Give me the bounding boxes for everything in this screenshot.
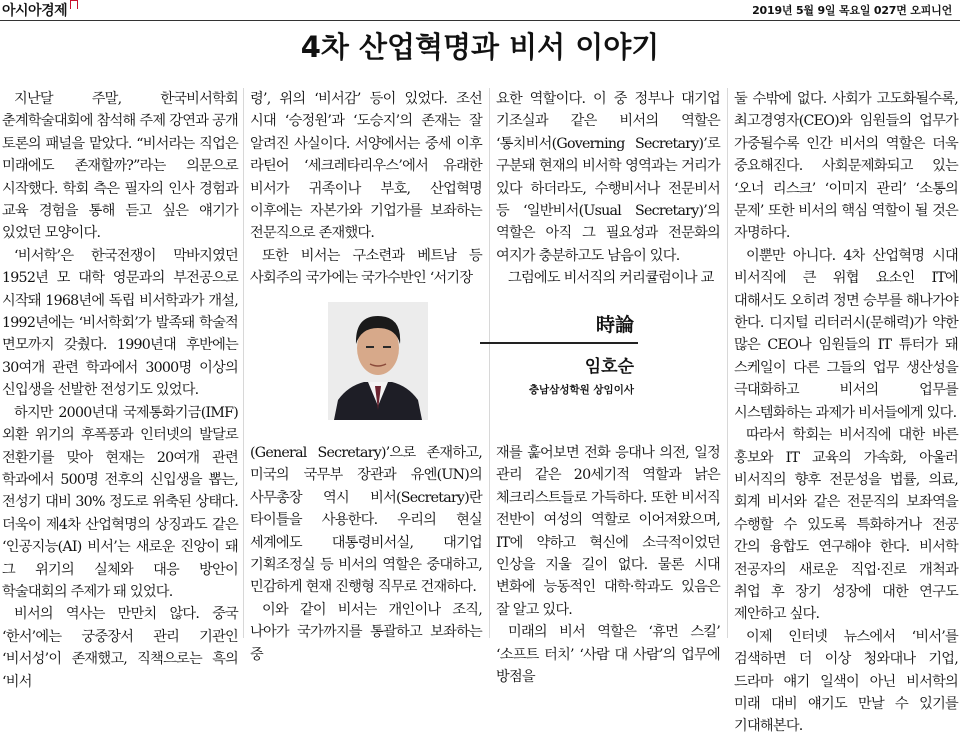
paragraph: 재를 훑어보면 전화 응대나 의전, 일정 관리 같은 20세기적 역할과 낡은 체크리스트들로 가득하다. 또한 비서직 전반이 여성의 역할로 이어져왔으며, IT에 약하고 혁신에 소극적이었던 인상을 지울 길이 없다. 물론 시대 변화에 능동적인 대학·학과도 있음은 잘 알고 있다. — [496, 445, 720, 618]
paragraph: 하지만 2000년대 국제통화기금(IMF) 외환 위기의 후폭풍과 인터넷의 발달로 전환기를 맞아 현재는 20여개 관련 학과에서 500명 전후의 신입생을 뽑는, 전성기 대비 30% 정도로 위축된 상태다. 더욱이 제4차 산업혁명의 상징과도 같은 ‘인공지능(AI) 비서’는 새로운 진앙이 돼 그 위기의 실체와 대응 방안이 학술대회의 주제가 돼 있었다. — [2, 404, 238, 600]
author-box — [250, 290, 720, 440]
person-portrait-icon — [328, 302, 428, 420]
paragraph: 지난달 주말, 한국비서학회 춘계학술대회에 참석해 주제 강연과 공개 토론의 패널을 맡았다. “비서라는 직업은 미래에도 존재할까?”라는 의문으로 시작했다. 학회 측은 필자의 인사 경험과 교육 경험을 통해 듣고 싶은 얘기가 있었던 모양이다. — [2, 91, 238, 242]
headline: 4차 산업혁명과 비서 이야기 — [300, 30, 660, 64]
paragraph: (General Secretary)’으로 존재하고, 미국의 국무부 장관과 유엔(UN)의 사무총장 역시 비서(Secretary)란 타이틀을 사용한다. 우리의 현실 세계에도 대통령비서실, 대기업 기획조정실 등 비서의 역할은 중대하고, 민감하게 현재 진행형 직무로 건재하다. — [250, 445, 482, 596]
paragraph: 둘 수밖에 없다. 사회가 고도화될수록, 최고경영자(CEO)와 임원들의 업무가 가중될수록 인간 비서의 역할은 더욱 중요해진다. 사회문제화되고 있는 ‘오너 리스크’ ‘이미지 관리’ ‘소통의 문제’ 또한 비서의 핵심 역할이 될 것은 자명하다. — [734, 91, 958, 242]
article-column-4 — [734, 88, 958, 735]
paragraph: 이제 인터넷 뉴스에서 ‘비서’를 검색하면 더 이상 청와대나 기업, 드라마 얘기 일색이 아닌 비서학의 미래 대비 얘기도 만날 수 있기를 기대해본다. — [734, 628, 958, 735]
logo-mark-icon — [70, 0, 78, 9]
article-column-3-bottom — [496, 442, 720, 686]
author-affiliation: 충남삼성학원 상임이사 — [528, 384, 634, 396]
paragraph: 령’, 위의 ‘비서감’ 등이 있었다. 조선 시대 ‘승정원’과 ‘도승지’의 존재는 잘 알려진 사실이다. 서양에서는 중세 이후 라틴어 ‘세크레타리우스’에서 유래한 비서가 귀족이나 부호, 산업혁명 이후에는 자본가와 기업가를 보좌하는 전문직으로 존재했다. — [250, 91, 482, 242]
paragraph: 비서의 역사는 만만치 않다. 중국 ‘한서’에는 궁중장서 관리 기관인 ‘비서성’이 존재했고, 직책으로는 흑의 ‘비서 — [2, 606, 238, 690]
paragraph: 미래의 비서 역할은 ‘휴먼 스킬’ ‘소프트 터치’ ‘사람 대 사람’의 업무에 방점을 — [496, 624, 720, 686]
column-label: 時論 — [595, 314, 634, 336]
masthead — [0, 0, 960, 20]
column-divider — [727, 88, 728, 638]
label-rule — [480, 342, 638, 344]
paragraph: 또한 비서는 구소련과 베트남 등 사회주의 국가에는 국가수반인 ‘서기장 — [250, 247, 482, 287]
paragraph: 이와 같이 비서는 개인이나 조직, 나아가 국가까지를 통괄하고 보좌하는 중 — [250, 601, 482, 663]
article-column-2-bottom — [250, 442, 482, 663]
dateline: 2019년 5월 9일 목요일 027면 오피니언 — [752, 4, 952, 17]
paragraph: 그럼에도 비서직의 커리큘럼이나 교 — [508, 270, 714, 287]
author-name: 임호순 — [584, 357, 634, 377]
article-column-1 — [2, 88, 238, 690]
article-column-2-top — [250, 88, 482, 321]
column-divider — [243, 88, 244, 638]
paragraph: 이뿐만 아니다. 4차 산업혁명 시대 비서직에 큰 위협 요소인 IT에 대해서도 오히려 정면 승부를 해나가야 한다. 디지털 리터러시(문해력)가 약한 많은 CEO나 임원들의 IT 튜터가 돼 스케일이 다른 그들의 업무 생산성을 극대화하고 비서의 업무를 시스템화하는 과제가 비서들에게 있다. — [734, 247, 958, 421]
paragraph: 따라서 학회는 비서직에 대한 바른 홍보와 IT 교육의 가속화, 아울러 비서직의 향후 전문성을 법률, 의료, 회계 비서와 같은 전문직의 보좌역을 수행할 수 있도록 특화하거나 전공 간의 융합도 연구해야 한다. 비서학 전공자의 새로운 직업·진로 개척과 취업 후 장기 성장에 대한 연구도 제안하고 싶다. — [734, 427, 958, 623]
author-photo — [328, 302, 428, 420]
paragraph: 요한 역할이다. 이 중 정부나 대기업 기조실과 같은 비서의 역할은 ‘통치비서(Governing Secretary)’로 구분돼 현재의 비서학 영역과는 거리가 있다 하더라도, 수행비서나 전문비서 등 ‘일반비서(Usual Secretary)’의 역할은 아직 그 필요성과 전문화의 여지가 충분하고도 남음이 있다. — [496, 91, 720, 264]
article-column-3-top — [496, 88, 720, 287]
top-rule — [0, 20, 960, 21]
paper-logo: 아시아경제 — [2, 3, 68, 19]
paragraph: ‘비서학’은 한국전쟁이 막바지였던 1952년 모 대학 영문과의 부전공으로 시작돼 1968년에 독립 비서학과가 개설, 1992년에는 ‘비서학회’가 발족돼 학술적 면모까지 갖췄다. 1990년대 후반에는 30여개 관련 학과에서 3000명 이상의 신입생을 선발한 전성기도 있었다. — [2, 247, 238, 399]
